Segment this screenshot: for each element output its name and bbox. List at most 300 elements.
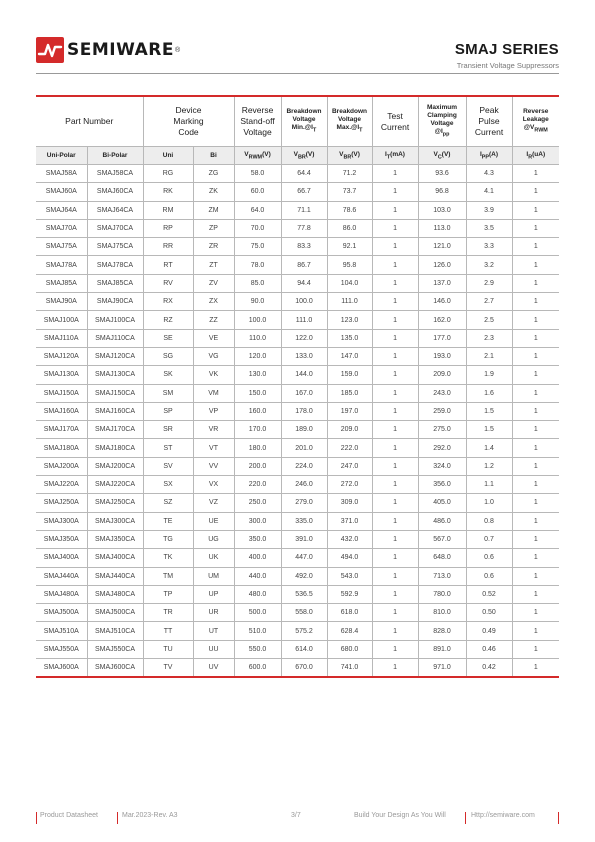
uni-marking-cell: RK	[143, 183, 193, 201]
vbr-max-value-cell: 209.0	[327, 421, 372, 439]
uni-polar-part-cell: SMAJ150A	[36, 384, 87, 402]
vbr-max-value-cell: 494.0	[327, 549, 372, 567]
bi-polar-part-cell: SMAJ75CA	[87, 238, 143, 256]
bi-marking-cell: VX	[193, 476, 234, 494]
electrical-characteristics-table	[36, 95, 559, 678]
table-row	[36, 311, 559, 329]
vc-value-cell: 209.0	[418, 366, 466, 384]
table-row	[36, 494, 559, 512]
vbr-min-value-cell: 614.0	[281, 640, 327, 658]
uni-marking-cell: TP	[143, 585, 193, 603]
vbr-max-value-cell: 197.0	[327, 402, 372, 420]
vbr-min-subheader: $V_{BR}(V)$	[281, 147, 327, 165]
ir-value-cell: 1	[512, 183, 559, 201]
bi-polar-part-cell: SMAJ200CA	[87, 457, 143, 475]
vrwm-value-cell: 220.0	[234, 476, 281, 494]
ipp-value-cell: 4.3	[466, 165, 512, 183]
uni-polar-part-cell: SMAJ58A	[36, 165, 87, 183]
bi-marking-cell: VR	[193, 421, 234, 439]
ipp-value-cell: 0.50	[466, 604, 512, 622]
bi-polar-subheader: Bi-Polar	[87, 147, 143, 165]
vbr-max-value-cell: 628.4	[327, 622, 372, 640]
vrwm-value-cell: 150.0	[234, 384, 281, 402]
bi-polar-part-cell: SMAJ300CA	[87, 512, 143, 530]
vc-value-cell: 93.6	[418, 165, 466, 183]
ir-subheader: $I_R(uA)$	[512, 147, 559, 165]
vc-value-cell: 243.0	[418, 384, 466, 402]
table-row	[36, 476, 559, 494]
vrwm-value-cell: 300.0	[234, 512, 281, 530]
vbr-min-value-cell: 558.0	[281, 604, 327, 622]
table-row	[36, 421, 559, 439]
series-subtitle: Transient Voltage Suppressors	[456, 61, 559, 70]
vbr-max-value-cell: 104.0	[327, 274, 372, 292]
uni-polar-part-cell: SMAJ78A	[36, 256, 87, 274]
uni-polar-subheader: Uni-Polar	[36, 147, 87, 165]
ir-value-cell: 1	[512, 622, 559, 640]
vrwm-value-cell: 510.0	[234, 622, 281, 640]
uni-marking-cell: ST	[143, 439, 193, 457]
vc-value-cell: 324.0	[418, 457, 466, 475]
vbr-max-value-cell: 86.0	[327, 219, 372, 237]
ir-value-cell: 1	[512, 439, 559, 457]
vc-value-cell: 356.0	[418, 476, 466, 494]
bi-polar-part-cell: SMAJ510CA	[87, 622, 143, 640]
vrwm-value-cell: 120.0	[234, 347, 281, 365]
vc-value-cell: 971.0	[418, 659, 466, 678]
vrwm-value-cell: 60.0	[234, 183, 281, 201]
ipp-value-cell: 0.7	[466, 530, 512, 548]
ir-value-cell: 1	[512, 201, 559, 219]
ir-value-cell: 1	[512, 256, 559, 274]
vbr-min-value-cell: 335.0	[281, 512, 327, 530]
vrwm-value-cell: 170.0	[234, 421, 281, 439]
vc-value-cell: 405.0	[418, 494, 466, 512]
uni-polar-part-cell: SMAJ600A	[36, 659, 87, 678]
vrwm-subheader: $V_{RWM}(V)$	[234, 147, 281, 165]
uni-marking-cell: RP	[143, 219, 193, 237]
uni-polar-part-cell: SMAJ300A	[36, 512, 87, 530]
ipp-value-cell: 0.42	[466, 659, 512, 678]
table-row	[36, 219, 559, 237]
vrwm-value-cell: 58.0	[234, 165, 281, 183]
bi-polar-part-cell: SMAJ110CA	[87, 329, 143, 347]
vrwm-value-cell: 78.0	[234, 256, 281, 274]
ipp-value-cell: 0.49	[466, 622, 512, 640]
table-row	[36, 238, 559, 256]
ir-value-cell: 1	[512, 530, 559, 548]
vbr-min-value-cell: 492.0	[281, 567, 327, 585]
ipp-value-cell: 0.6	[466, 549, 512, 567]
vbr-max-value-cell: 147.0	[327, 347, 372, 365]
vbr-min-value-cell: 536.5	[281, 585, 327, 603]
it-value-cell: 1	[372, 384, 418, 402]
vbr-max-value-cell: 272.0	[327, 476, 372, 494]
it-value-cell: 1	[372, 604, 418, 622]
bi-polar-part-cell: SMAJ78CA	[87, 256, 143, 274]
vbr-max-value-cell: 159.0	[327, 366, 372, 384]
vrwm-value-cell: 550.0	[234, 640, 281, 658]
vbr-min-value-cell: 133.0	[281, 347, 327, 365]
footer-url[interactable]: Http://semiware.com	[471, 812, 535, 819]
bi-polar-part-cell: SMAJ160CA	[87, 402, 143, 420]
uni-marking-cell: TT	[143, 622, 193, 640]
ipp-value-cell: 2.7	[466, 293, 512, 311]
bi-polar-part-cell: SMAJ250CA	[87, 494, 143, 512]
uni-polar-part-cell: SMAJ400A	[36, 549, 87, 567]
uni-polar-part-cell: SMAJ100A	[36, 311, 87, 329]
bi-marking-cell: VT	[193, 439, 234, 457]
table-row	[36, 549, 559, 567]
ir-value-cell: 1	[512, 402, 559, 420]
ipp-value-cell: 1.5	[466, 421, 512, 439]
uni-polar-part-cell: SMAJ90A	[36, 293, 87, 311]
registered-mark-icon: ®	[174, 46, 181, 54]
vc-value-cell: 193.0	[418, 347, 466, 365]
vbr-max-value-cell: 618.0	[327, 604, 372, 622]
ir-value-cell: 1	[512, 274, 559, 292]
table-row	[36, 201, 559, 219]
ir-value-cell: 1	[512, 293, 559, 311]
footer-doc-type: Product Datasheet	[40, 812, 98, 819]
bi-marking-cell: UU	[193, 640, 234, 658]
semiware-logo-icon	[36, 37, 64, 63]
vc-value-cell: 486.0	[418, 512, 466, 530]
vc-value-cell: 126.0	[418, 256, 466, 274]
uni-polar-part-cell: SMAJ130A	[36, 366, 87, 384]
table-row	[36, 530, 559, 548]
vc-value-cell: 713.0	[418, 567, 466, 585]
it-value-cell: 1	[372, 530, 418, 548]
table-row	[36, 329, 559, 347]
vbr-min-value-cell: 670.0	[281, 659, 327, 678]
it-value-cell: 1	[372, 512, 418, 530]
vrwm-value-cell: 400.0	[234, 549, 281, 567]
vc-value-cell: 177.0	[418, 329, 466, 347]
it-value-cell: 1	[372, 659, 418, 678]
uni-marking-cell: TV	[143, 659, 193, 678]
vbr-max-value-cell: 71.2	[327, 165, 372, 183]
bi-marking-cell: VV	[193, 457, 234, 475]
ipp-value-cell: 2.3	[466, 329, 512, 347]
bi-marking-cell: UR	[193, 604, 234, 622]
uni-polar-part-cell: SMAJ510A	[36, 622, 87, 640]
vbr-min-value-cell: 71.1	[281, 201, 327, 219]
ipp-value-cell: 2.5	[466, 311, 512, 329]
uni-polar-part-cell: SMAJ250A	[36, 494, 87, 512]
brand-name: SEMIWARE	[67, 40, 174, 60]
bi-polar-part-cell: SMAJ480CA	[87, 585, 143, 603]
uni-polar-part-cell: SMAJ220A	[36, 476, 87, 494]
vbr-max-value-cell: 592.9	[327, 585, 372, 603]
vbr-min-value-cell: 246.0	[281, 476, 327, 494]
ipp-value-cell: 3.5	[466, 219, 512, 237]
it-value-cell: 1	[372, 293, 418, 311]
vrwm-value-cell: 250.0	[234, 494, 281, 512]
bi-polar-part-cell: SMAJ120CA	[87, 347, 143, 365]
ipp-value-cell: 1.5	[466, 402, 512, 420]
it-value-cell: 1	[372, 549, 418, 567]
uni-marking-cell: SK	[143, 366, 193, 384]
uni-marking-cell: TG	[143, 530, 193, 548]
ipp-value-cell: 3.9	[466, 201, 512, 219]
ipp-value-cell: 0.8	[466, 512, 512, 530]
bi-marking-cell: ZV	[193, 274, 234, 292]
ir-value-cell: 1	[512, 347, 559, 365]
vc-value-cell: 259.0	[418, 402, 466, 420]
ir-value-cell: 1	[512, 549, 559, 567]
it-value-cell: 1	[372, 476, 418, 494]
ipp-value-cell: 1.2	[466, 457, 512, 475]
vc-value-cell: 146.0	[418, 293, 466, 311]
uni-polar-part-cell: SMAJ85A	[36, 274, 87, 292]
ir-value-cell: 1	[512, 311, 559, 329]
ipp-value-cell: 2.1	[466, 347, 512, 365]
table-row	[36, 366, 559, 384]
footer-bar	[117, 812, 118, 824]
ipp-value-cell: 3.2	[466, 256, 512, 274]
vbr-max-value-cell: 543.0	[327, 567, 372, 585]
vbr-min-value-cell: 575.2	[281, 622, 327, 640]
vbr-max-value-cell: 185.0	[327, 384, 372, 402]
ir-value-cell: 1	[512, 421, 559, 439]
uni-polar-part-cell: SMAJ480A	[36, 585, 87, 603]
bi-polar-part-cell: SMAJ70CA	[87, 219, 143, 237]
bi-marking-cell: ZX	[193, 293, 234, 311]
uni-polar-part-cell: SMAJ500A	[36, 604, 87, 622]
vbr-max-value-cell: 741.0	[327, 659, 372, 678]
vc-value-cell: 828.0	[418, 622, 466, 640]
ir-value-cell: 1	[512, 585, 559, 603]
it-value-cell: 1	[372, 567, 418, 585]
uni-marking-cell: TK	[143, 549, 193, 567]
uni-marking-cell: TU	[143, 640, 193, 658]
vrwm-value-cell: 160.0	[234, 402, 281, 420]
ipp-value-cell: 0.52	[466, 585, 512, 603]
table-row	[36, 640, 559, 658]
bi-marking-cell: VZ	[193, 494, 234, 512]
vc-value-cell: 121.0	[418, 238, 466, 256]
vc-value-cell: 162.0	[418, 311, 466, 329]
vbr-min-value-cell: 224.0	[281, 457, 327, 475]
vbr-min-value-cell: 100.0	[281, 293, 327, 311]
vbr-min-value-cell: 178.0	[281, 402, 327, 420]
standoff-voltage-header: Reverse Stand-off Voltage	[234, 96, 281, 147]
vbr-max-value-cell: 680.0	[327, 640, 372, 658]
bi-marking-cell: ZT	[193, 256, 234, 274]
vrwm-value-cell: 600.0	[234, 659, 281, 678]
vbr-max-value-cell: 78.6	[327, 201, 372, 219]
uni-marking-cell: TE	[143, 512, 193, 530]
it-value-cell: 1	[372, 274, 418, 292]
bi-marking-cell: UK	[193, 549, 234, 567]
footer-page-number: 3/7	[291, 812, 301, 819]
uni-polar-part-cell: SMAJ350A	[36, 530, 87, 548]
ir-value-cell: 1	[512, 238, 559, 256]
vbr-min-value-cell: 111.0	[281, 311, 327, 329]
ipp-value-cell: 1.0	[466, 494, 512, 512]
peak-pulse-current-header: Peak Pulse Current	[466, 96, 512, 147]
it-value-cell: 1	[372, 256, 418, 274]
vc-value-cell: 96.8	[418, 183, 466, 201]
it-value-cell: 1	[372, 439, 418, 457]
ir-value-cell: 1	[512, 329, 559, 347]
breakdown-min-header: Breakdown Voltage $Min.@I_T$	[281, 96, 327, 147]
ir-value-cell: 1	[512, 604, 559, 622]
ipp-value-cell: 0.6	[466, 567, 512, 585]
bi-polar-part-cell: SMAJ440CA	[87, 567, 143, 585]
it-value-cell: 1	[372, 622, 418, 640]
reverse-leakage-header: Reverse Leakage $@V_{RWM}$	[512, 96, 559, 147]
vbr-min-value-cell: 94.4	[281, 274, 327, 292]
footer-bar	[558, 812, 559, 824]
ir-value-cell: 1	[512, 640, 559, 658]
bi-polar-part-cell: SMAJ400CA	[87, 549, 143, 567]
bi-marking-cell: ZR	[193, 238, 234, 256]
uni-polar-part-cell: SMAJ550A	[36, 640, 87, 658]
uni-polar-part-cell: SMAJ120A	[36, 347, 87, 365]
it-value-cell: 1	[372, 585, 418, 603]
bi-marking-cell: UM	[193, 567, 234, 585]
bi-marking-cell: UG	[193, 530, 234, 548]
clamping-voltage-header: Maximum Clamping Voltage $@I_{pp}$	[418, 96, 466, 147]
table-row	[36, 457, 559, 475]
it-value-cell: 1	[372, 457, 418, 475]
uni-marking-cell: RX	[143, 293, 193, 311]
vbr-max-subheader: $V_{BR}(V)$	[327, 147, 372, 165]
uni-marking-cell: RR	[143, 238, 193, 256]
ir-value-cell: 1	[512, 366, 559, 384]
vc-value-cell: 137.0	[418, 274, 466, 292]
vbr-max-value-cell: 222.0	[327, 439, 372, 457]
table-body	[36, 165, 559, 678]
uni-polar-part-cell: SMAJ180A	[36, 439, 87, 457]
bi-polar-part-cell: SMAJ550CA	[87, 640, 143, 658]
footer-bar	[465, 812, 466, 824]
vbr-min-value-cell: 279.0	[281, 494, 327, 512]
it-value-cell: 1	[372, 311, 418, 329]
ipp-value-cell: 1.1	[466, 476, 512, 494]
table-row	[36, 585, 559, 603]
bi-marking-cell: VP	[193, 402, 234, 420]
bi-marking-cell: ZK	[193, 183, 234, 201]
vbr-min-value-cell: 83.3	[281, 238, 327, 256]
uni-marking-cell: SP	[143, 402, 193, 420]
vrwm-value-cell: 75.0	[234, 238, 281, 256]
bi-polar-part-cell: SMAJ60CA	[87, 183, 143, 201]
page-header	[36, 36, 559, 74]
vc-value-cell: 567.0	[418, 530, 466, 548]
vbr-min-value-cell: 77.8	[281, 219, 327, 237]
uni-marking-cell: RM	[143, 201, 193, 219]
bi-marking-cell: UP	[193, 585, 234, 603]
it-value-cell: 1	[372, 494, 418, 512]
table-row	[36, 274, 559, 292]
ir-value-cell: 1	[512, 567, 559, 585]
vbr-min-value-cell: 201.0	[281, 439, 327, 457]
ir-value-cell: 1	[512, 659, 559, 678]
test-current-header: Test Current	[372, 96, 418, 147]
it-value-cell: 1	[372, 183, 418, 201]
bi-marking-cell: ZZ	[193, 311, 234, 329]
vbr-max-value-cell: 432.0	[327, 530, 372, 548]
vrwm-value-cell: 180.0	[234, 439, 281, 457]
part-number-header: Part Number	[36, 96, 143, 147]
uni-marking-cell: RV	[143, 274, 193, 292]
it-value-cell: 1	[372, 402, 418, 420]
vrwm-value-cell: 70.0	[234, 219, 281, 237]
ipp-value-cell: 4.1	[466, 183, 512, 201]
vc-value-cell: 103.0	[418, 201, 466, 219]
ir-value-cell: 1	[512, 512, 559, 530]
bi-marking-cell: ZP	[193, 219, 234, 237]
uni-polar-part-cell: SMAJ70A	[36, 219, 87, 237]
it-value-cell: 1	[372, 219, 418, 237]
vrwm-value-cell: 110.0	[234, 329, 281, 347]
table-row	[36, 183, 559, 201]
vbr-max-value-cell: 95.8	[327, 256, 372, 274]
it-value-cell: 1	[372, 640, 418, 658]
uni-marking-cell: RT	[143, 256, 193, 274]
bi-polar-part-cell: SMAJ350CA	[87, 530, 143, 548]
vrwm-value-cell: 85.0	[234, 274, 281, 292]
footer-revision: Mar.2023-Rev. A3	[122, 812, 178, 819]
vrwm-value-cell: 480.0	[234, 585, 281, 603]
footer-slogan: Build Your Design As You Will	[354, 812, 446, 819]
uni-marking-cell: TM	[143, 567, 193, 585]
ipp-value-cell: 3.3	[466, 238, 512, 256]
vc-value-cell: 648.0	[418, 549, 466, 567]
table-row	[36, 293, 559, 311]
header-divider	[36, 73, 559, 74]
vrwm-value-cell: 130.0	[234, 366, 281, 384]
table-row	[36, 622, 559, 640]
vc-value-cell: 113.0	[418, 219, 466, 237]
ipp-value-cell: 1.9	[466, 366, 512, 384]
vbr-min-value-cell: 391.0	[281, 530, 327, 548]
vc-value-cell: 891.0	[418, 640, 466, 658]
vbr-max-value-cell: 135.0	[327, 329, 372, 347]
table-row	[36, 604, 559, 622]
uni-marking-cell: SG	[143, 347, 193, 365]
table-row	[36, 567, 559, 585]
vrwm-value-cell: 440.0	[234, 567, 281, 585]
vbr-min-value-cell: 64.4	[281, 165, 327, 183]
bi-polar-part-cell: SMAJ85CA	[87, 274, 143, 292]
table-row	[36, 384, 559, 402]
it-subheader: $I_T(mA)$	[372, 147, 418, 165]
vbr-max-value-cell: 73.7	[327, 183, 372, 201]
brand-logo	[36, 36, 180, 64]
uni-polar-part-cell: SMAJ170A	[36, 421, 87, 439]
vc-value-cell: 292.0	[418, 439, 466, 457]
table-row	[36, 439, 559, 457]
it-value-cell: 1	[372, 421, 418, 439]
bi-polar-part-cell: SMAJ220CA	[87, 476, 143, 494]
ipp-value-cell: 2.9	[466, 274, 512, 292]
uni-subheader: Uni	[143, 147, 193, 165]
vrwm-value-cell: 100.0	[234, 311, 281, 329]
ir-value-cell: 1	[512, 384, 559, 402]
uni-polar-part-cell: SMAJ60A	[36, 183, 87, 201]
it-value-cell: 1	[372, 329, 418, 347]
it-value-cell: 1	[372, 366, 418, 384]
bi-marking-cell: UE	[193, 512, 234, 530]
vbr-min-value-cell: 144.0	[281, 366, 327, 384]
vbr-min-value-cell: 189.0	[281, 421, 327, 439]
uni-marking-cell: SE	[143, 329, 193, 347]
bi-polar-part-cell: SMAJ130CA	[87, 366, 143, 384]
